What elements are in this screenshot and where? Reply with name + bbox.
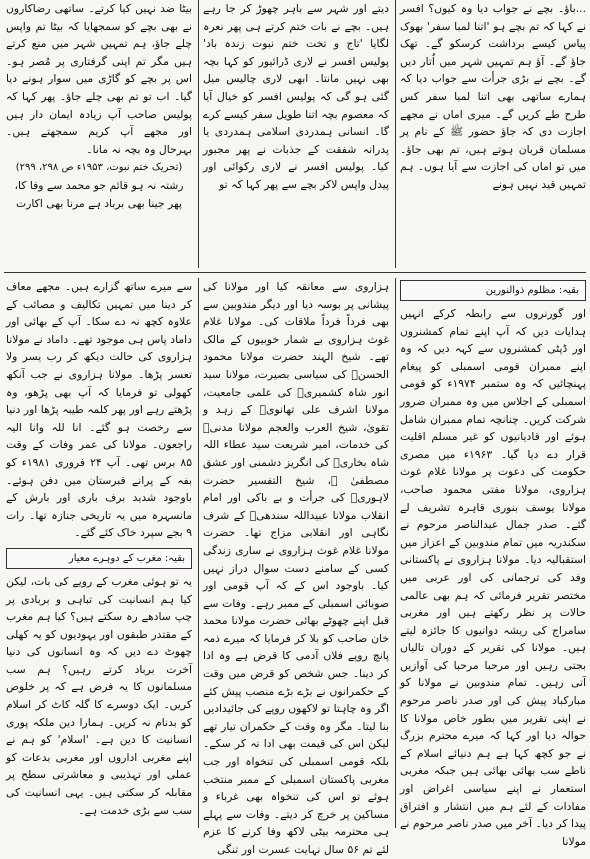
bottom-column-left-text: سے میرے ساتھ گزارے ہیں۔ مجھے معاف کر دینا میں تمہیں تکالیف و مصائب کے علاوہ کچھ نہ دے سکا۔ آپ کے بھائی اور داماد پاس ہی موجود تھے۔ داماد نے مولانا ہزاروی کی حالت دیکھ کر رب یسر ولا تعسر پڑھا۔ مولانا ہزاروی نے جب آنکھ کھولی تو فرمایا کہ آپ بھی پڑھو، وہ پڑھتے رہے اور پھر کلمہ طیبہ پڑھا اور دنیا سے رخصت ہو گئے۔ انا للہ وانا الیہ راجعون۔ مولانا کی عمر وفات کے وقت ۸۵ برس تھی۔ آپ ۲۴ فروری ۱۹۸۱ء کو بفہ کے پرانے قبرستان میں دفن ہوئے۔ باوجود شدید برف باری اور بارش کے مانسہرہ میں یہ تاریخی جنازہ تھا۔ رات ۹ بجے سپرد خاک کئے گئے۔ [6, 280, 192, 540]
bottom-column-right [400, 278, 587, 848]
column-divider [395, 278, 396, 828]
top-column-left [6, 0, 192, 268]
column-divider [198, 0, 199, 268]
continuation-heading: بقیہ: مظلوم ذوالنورین [400, 280, 586, 301]
column-divider [198, 278, 199, 828]
top-column-right [400, 0, 586, 268]
bottom-column-left [6, 278, 192, 828]
top-column-middle-text: دیتے اور شہر سے باہر چھوڑ کر جا رہے ہیں۔ بچے نے بات ختم کرتے ہی پھر نعرہ لگایا 'تاج و تخت ختم نبوت زندہ باد' پولیس افسر نے لاری ڈرائیور کو کہا بچہ بھی نہیں مانتا۔ ابھی لاری چالیس میل گئی ہو گی کہ پولیس افسر کو خیال آیا کہ معصوم بچہ اتنا طویل سفر کیسے کرے گا۔ انسانی ہمدردی اسلامی ہمدردی یا پدرانہ شفقت کے جذبات نے پھر مجبور کیا۔ پولیس افسر نے لاری رکوائی اور پیدل واپس لاکر بچے سے پھر کہا کہ تو [203, 2, 389, 191]
bottom-column-middle-text: ہزاروی سے معانقہ کیا اور مولانا کی پیشانی پر بوسہ دیا اور دیگر مندوبین سے بھی فرداً فرداً ملاقات کی۔ مولانا غلام غوث ہزاروی بے شمار خوبیوں کے مالک تھے۔ شیخ الہند حضرت مولانا محمود الحسنؒ کی سیاسی بصیرت، مولانا سید انور شاہ کشمیریؒ کی علمی جامعیت، مولانا اشرف علی تھانویؒ کے زہد و تقویٰ، شیخ العرب والعجم مولانا مدنیؒ کی خدمات، امیر شریعت سید عطاء اللہ شاہ بخاریؒ کی انگریز دشمنی اور عشق مصطفیٰ ﷺ، شیخ التفسیر حضرت لاہوریؒ کی جرأت و بے باکی اور امام انقلاب مولانا عبیداللہ سندھیؒ کے شرف نگاہی اور انقلابی مزاج تھا۔ حضرت مولانا غلام غوث ہزاروی نے ساری زندگی کسی کے سامنے دست سوال دراز نہیں کیا۔ باوجود اس کے کہ آپ قومی اور صوبائی اسمبلی کے ممبر رہے۔ وفات سے قبل اپنے چھوٹے بھائی حضرت مولانا محمد خان صاحب کو بلا کر فرمایا کہ میرے ذمہ پانچ روپے فلاں آدمی کا قرض ہے وہ ادا کر دینا۔ جس شخص کو قرض میں وقت کے حکمرانوں نے بڑے بڑے منصب پیش کئے اگر وہ چاہتا تو لاکھوں روپے کی جائیدادیں بنا لیتا۔ مگر وہ وقت کے حکمران تیار تھے لیکن اس کی قیمت بھی ادا نہ کر سکے۔ بلکہ قومی اسمبلی کی تنخواہ اور جب مغربی پاکستان اسمبلی کے ممبر منتخب ہوئے تو اس کی تنخواہ بھی غرباء و مساکین پر خرچ کر دیتے۔ وفات سے پہلے ہی محترمہ بیٹی لاکھ وفا کرنے کا عزم لئے تم ۵۶ سال نہایت عسرت اور تنگی [203, 280, 389, 856]
citation: (تحریک ختم نبوت، ۱۹۵۳ء ص ۲۹۸، ۲۹۹) [15, 162, 183, 174]
continuation-heading: بقیہ: مغرب کے دوہرے معیار [6, 548, 192, 569]
top-column-middle [203, 0, 389, 268]
bottom-column-middle [203, 278, 389, 856]
bottom-column-left-bottom-text: یہ تو ہوئی مغرب کے رویے کی بات، لیکن کیا ہم انسانیت کی تباہی و بربادی پر چپ سادھے رہ سکتے ہیں؟ کیا ہم مغرب کے مقتدر طبقوں اور یہودیوں کو یہ کھلی چھوٹ دے دیں کہ وہ انسانوں کی دنیا آخرت برباد کرتے رہیں؟ ہم سب مسلمانوں کا یہ فرض ہے کہ پر خلوص کریں۔ ایک دوسرے کا گلہ کاٹ کر اسلام کو بدنام نہ کریں۔ ہمارا دین ملکہ پوری انسانیت کا دین ہے۔ 'اسلام' کو ہم نے اپنے مغربی اداروں اور مغربی بدعات کو عملی اور تہذیبی و معاشرتی سطح پر مقابلہ کر سکتی ہیں۔ یہی انسانیت کی سب سے بڑی خدمت ہے۔ [6, 574, 192, 817]
bottom-column-right-text: اور گورنروں سے رابطہ کرکے انہیں ہدایات دیں کہ آپ اپنے تمام کمشنروں اور ڈپٹی کمشنروں سے کہہ دیں کہ وہ اپنے ممبران قومی اسمبلی کو پیغام پہنچائیں کہ وہ ستمبر ۱۹۷۴ء کو قومی اسمبلی کے اجلاس میں وہ ممبران ضرور شرکت کریں۔ چنانچہ تمام ممبران شامل ہوئے اور قادیانیوں کو غیر مسلم اقلیت قرار دے دیا گیا۔ ۱۹۶۳ء میں مصری حکومت کی دعوت پر مولانا غلام غوث ہزاروی، مولانا مفتی محمود صاحب، مولانا یوسف بنوری قاہرہ تشریف لے گئے۔ صدر جمال عبدالناصر مرحوم نے سکندریہ میں تمام مندوبین کے اعزاز میں استقبالیہ دیا۔ مولانا ہزاروی نے پاکستانی وفد کی ترجمانی کی اور عربی میں مختصر تقریر فرمائی کہ ہم بھی عالمی حالات پر نظر رکھتے ہیں اور مغربی سامراج کی ریشہ دوانیوں کا جائزہ لیتے ہیں۔ مولانا کی تقریر کے دوران تالیاں بجتی رہیں اور مرحبا مرحبا کی آوازیں آتی رہیں۔ تمام مندوبین نے مولانا کو مبارکباد پیش کی اور صدر ناصر مرحوم نے اپنی تقریر میں بطور خاص مولانا کا حوالہ دیا اور کہا کہ میرے محترم بزرگ نے جو کچھ کہا ہے ہم دنیائے اسلام کے ناطے سب بھائی بھائی ہیں جبکہ مغربی استعمار نے اپنے سیاسی اغراض اور مفادات کے لئے ہم میں انتشار و افتراق پیدا کر دیا۔ آخر میں صدر ناصر مرحوم نے مولانا [400, 307, 587, 848]
closing-verse: رشتہ نہ ہو قائم جو محمد سے وفا کا، پھر جینا بھی برباد ہے مرنا بھی اکارت [14, 179, 184, 210]
column-divider [395, 0, 396, 268]
section-divider [4, 272, 586, 273]
top-column-left-text: بیٹا ضد نہیں کیا کرتے۔ ساتھی رضاکاروں نے بھی بچے کو سمجھایا کہ بیٹا تم واپس چلے جاؤ، ہم تمہیں شہر میں منع کرتے ہیں مگر تم اپنی گرفتاری پر مُصر ہو۔ اس پر بچے کو گاڑی میں سوار ہونے دیا گیا۔ اب تو تم بھی چلے جاؤ۔ پھر کہا کہ پولیس صاحب آپ زیادہ ایمان دار ہیں اور مجھے آپ کریم سمجھتے ہیں۔ بہرحال وہ بچہ نہ مانا۔ [6, 2, 192, 156]
top-column-right-text: ...باؤ۔ بچے نے جواب دیا وہ کیوں؟ افسر نے کہا کہ تم بچے ہو 'اتنا لمبا سفر' بھوک پیاس کیسے برداشت کرسکو گے۔ تھک جاؤ گے۔ آؤ ہم تمہیں شہر میں اُتار دیں گے۔ بچے نے بڑی جرأت سے جواب دیا کہ ہمارے ساتھی بھی اتنا لمبا سفر کس طرح طے کریں گے۔ میری اماں نے مجھے اجازت دی کہ جاؤ حضور ﷺ کے نام پر مسلمان قربان ہوتے ہیں، تم بھی جاؤ۔ میں تو اماں کی اجازت سے آیا ہوں۔ ہم تمہیں قید نہیں ہونے [400, 2, 586, 191]
